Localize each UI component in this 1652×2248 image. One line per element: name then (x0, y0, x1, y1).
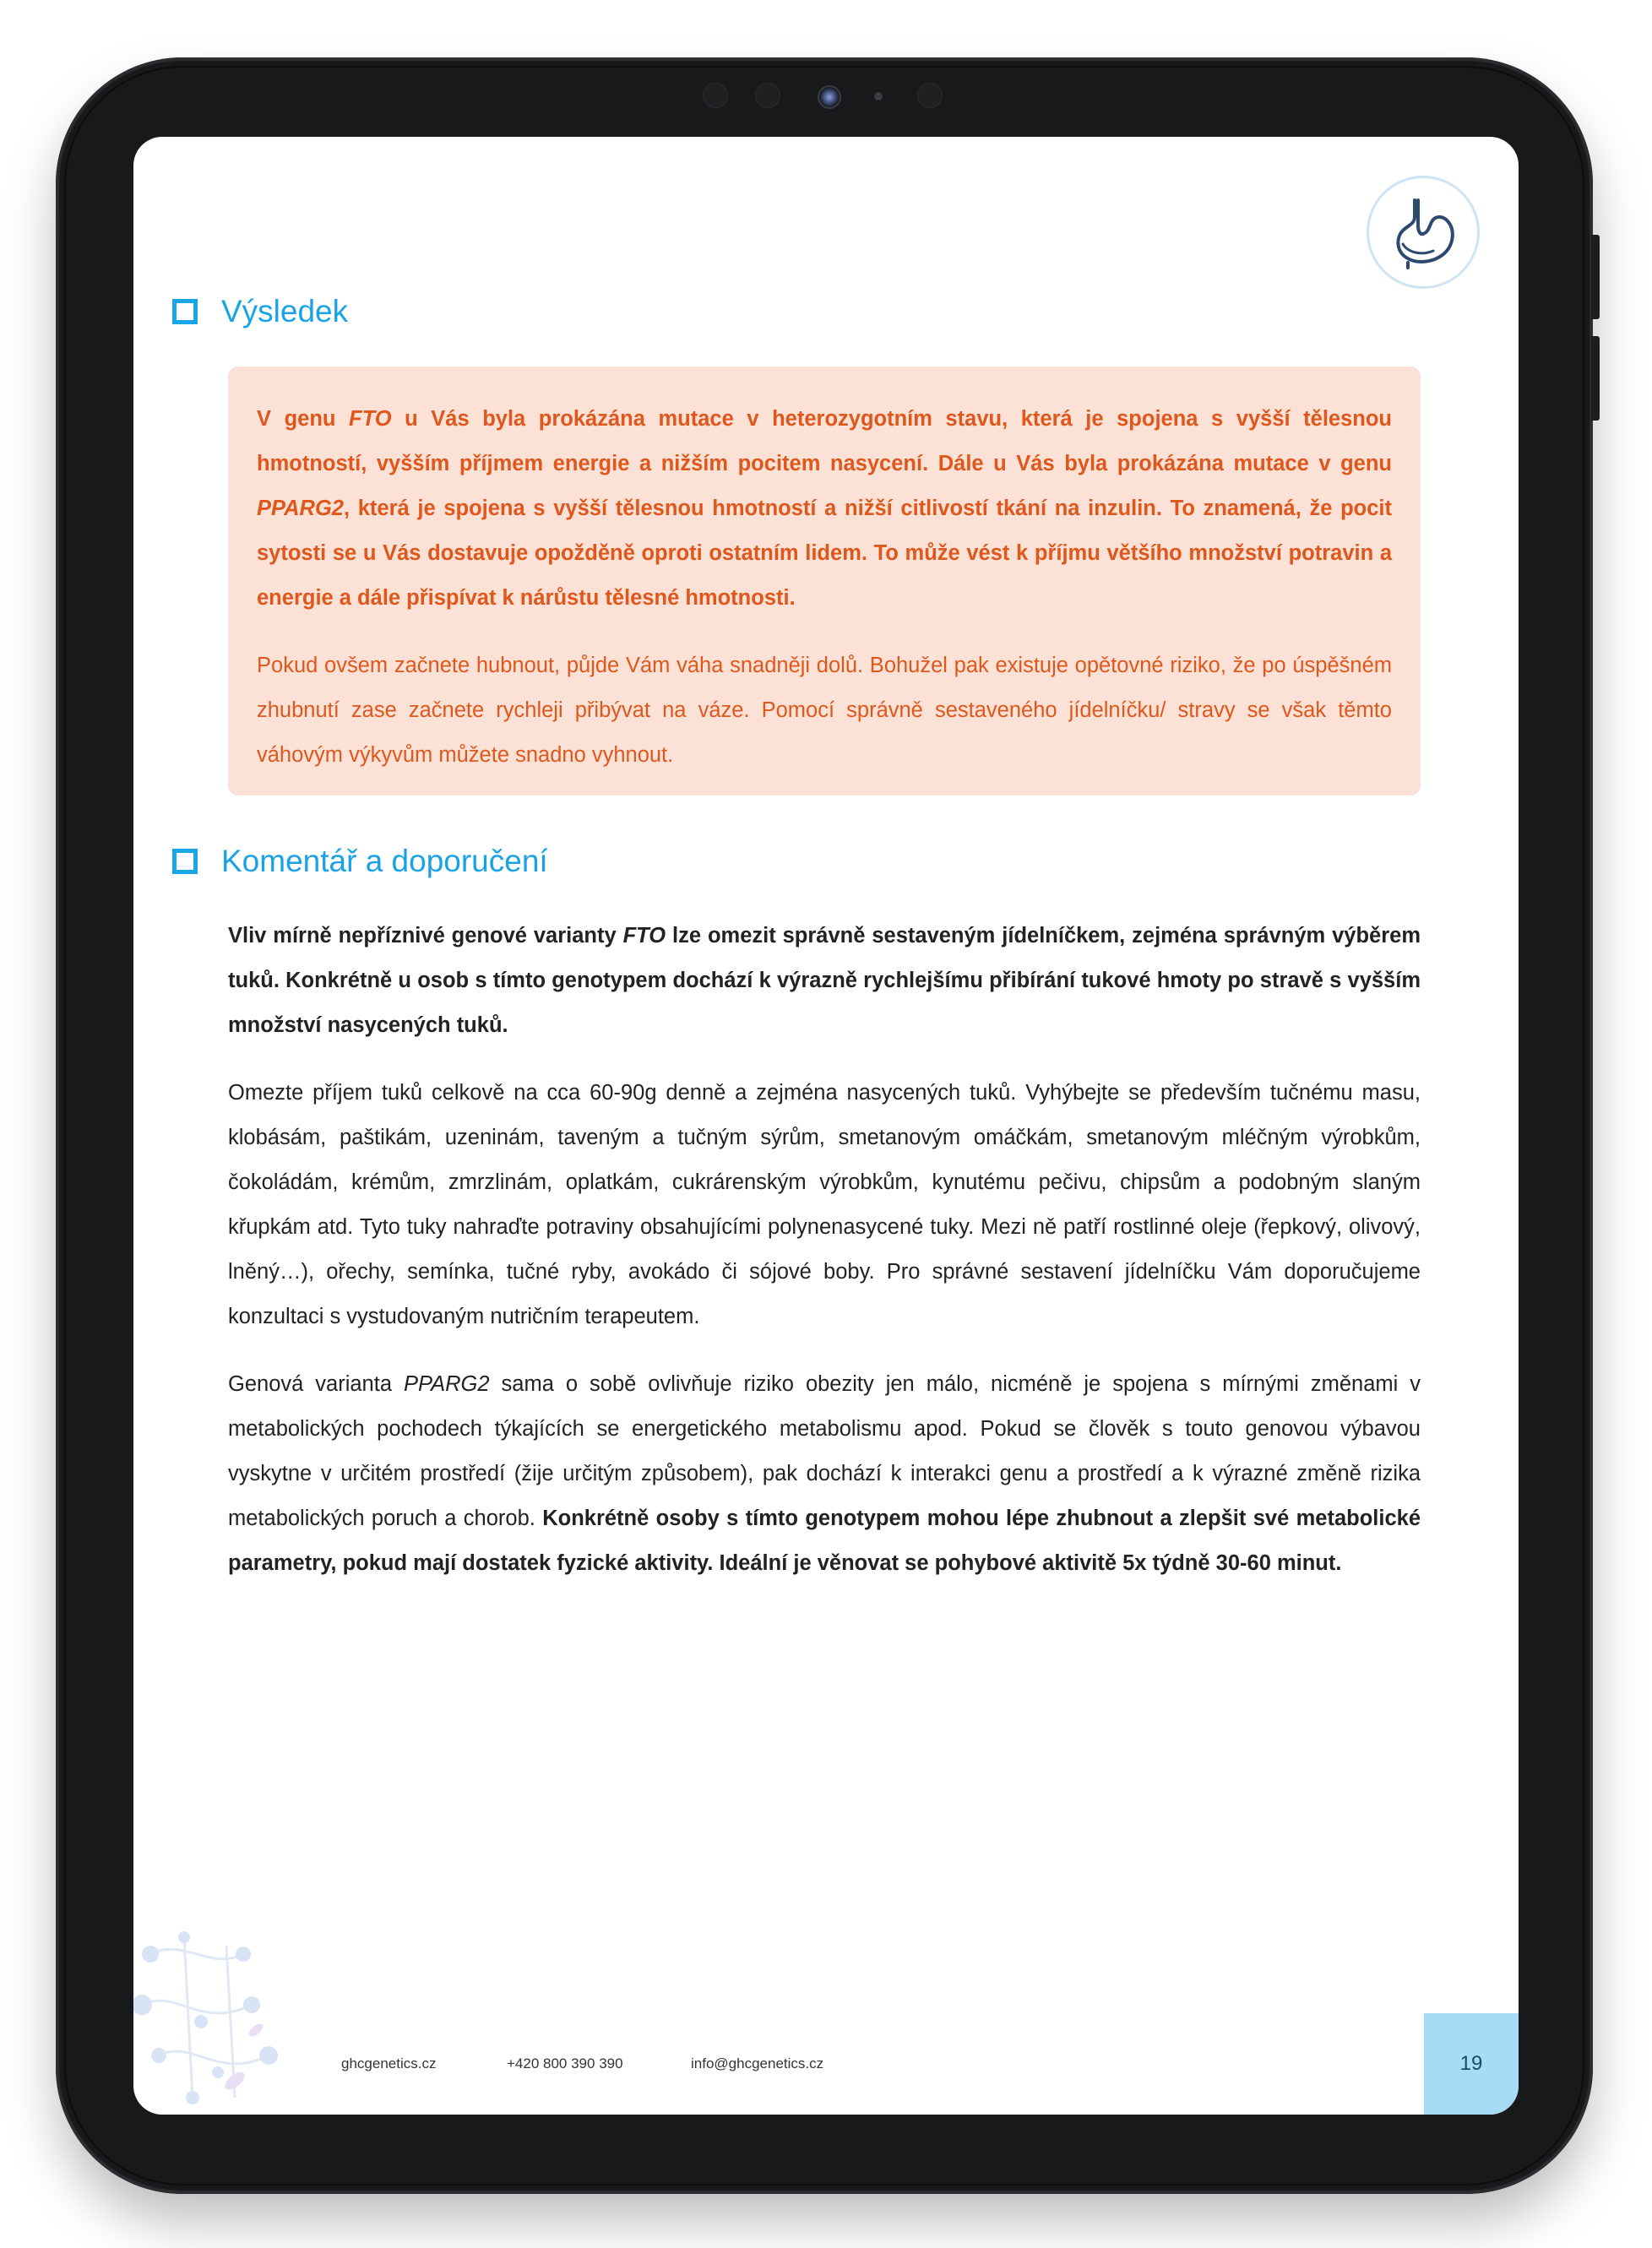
section-title-comment: Komentář a doporučení (221, 844, 548, 878)
gene-name-pparg2: PPARG2 (403, 1372, 490, 1396)
comment-body (228, 914, 1421, 1609)
comment-paragraph-3 (228, 1362, 1421, 1586)
footer-email: info@ghcgenetics.cz (691, 2055, 824, 2072)
text-span-bold: Konkrétně osoby s tímto genotypem mohou lépe zhubnout a zlepšit své metabolické parametry, pokud mají dostatek fyzické aktivity. Ideální je věnovat se pohybové aktivitě 5x týdně 30-60 minut. (228, 1507, 1421, 1575)
gene-name-pparg2: PPARG2 (257, 497, 344, 520)
comment-paragraph-1 (228, 914, 1421, 1048)
stomach-icon (1367, 176, 1480, 289)
text-span: Vliv mírně nepříznivé genové varianty (228, 924, 623, 948)
comment-paragraph-2: Omezte příjem tuků celkově na cca 60-90g denně a zejména nasycených tuků. Vyhýbejte se především tučnému masu, klobásám, paštikám, uzeninám, taveným a tučným sýrům, smetanovým omáčkám, smetanovým mléčným výrobkům, čokoládám, krémům, zmrzlinám, oplatkám, cukrárenským výrobkům, kynutému pečivu, chipsům a podobným slaným křupkám atd. Tyto tuky nahraďte potraviny obsahujícími polynenasycené tuky. Mezi ně patří rostlinné oleje (řepkový, olivový, lněný…), ořechy, semínka, tučné ryby, avokádo či sójové boby. Pro správné sestavení jídelníčku Vám doporučujeme konzultaci s vystudovaným nutričním terapeutem. (228, 1081, 1421, 1328)
sensor-dot (755, 83, 780, 108)
text-span: Genová varianta (228, 1372, 404, 1396)
volume-button (1591, 235, 1600, 319)
checkbox-square-icon (172, 849, 198, 874)
page-number: 19 (1424, 2013, 1519, 2115)
text-span: u Vás byla prokázána mutace v heterozygotním stavu, která je spojena s vyšší tělesnou hmotností, vyšším příjmem energie a nižším pocitem nasycení. Dále u Vás byla prokázána mutace v genu (257, 407, 1392, 475)
footer-website: ghcgenetics.cz (341, 2055, 437, 2072)
gene-name-fto: FTO (349, 407, 392, 431)
text-span: lze omezit správně sestaveným jídelníčkem, zejména správným výběrem tuků. Konkrétně u osob s tímto genotypem dochází k výrazně rychlejšímu přibírání tukové hmoty po stravě s vyšším množství nasycených tuků. (228, 924, 1421, 1037)
front-camera-icon (818, 85, 841, 109)
section-heading-result (172, 294, 348, 329)
document-page (133, 137, 1519, 2115)
result-highlight-box (228, 367, 1421, 795)
result-paragraph-1 (257, 397, 1392, 621)
section-heading-comment (172, 844, 548, 879)
sensor-dot (917, 83, 943, 108)
footer-phone: +420 800 390 390 (507, 2055, 623, 2072)
gene-name-fto: FTO (622, 924, 666, 948)
text-span: V genu (257, 407, 350, 431)
text-span: sama o sobě ovlivňuje riziko obezity jen málo, nicméně je spojena s mírnými změnami v metabolických pochodech týkajících se energetického metabolismu apod. Pokud se člověk s touto genovou výbavou vyskytne v určitém prostředí (žije určitým způsobem), pak dochází k interakci genu a prostředí a k výrazné změně rizika metabolických poruch a chorob. (228, 1372, 1421, 1530)
section-title-result: Výsledek (221, 294, 349, 329)
sensor-dot (874, 92, 883, 100)
result-paragraph-2: Pokud ovšem začnete hubnout, půjde Vám váha snadněji dolů. Bohužel pak existuje opětovné riziko, že po úspěšném zhubnutí zase začnete rychleji přibývat na váze. Pomocí správně sestaveného jídelníčku/ stravy se však těmto váhovým výkyvům můžete snadno vyhnout. (257, 654, 1392, 767)
checkbox-square-icon (172, 299, 198, 324)
power-button (1591, 336, 1600, 421)
page-footer (133, 2013, 1519, 2115)
sensor-dot (703, 83, 728, 108)
text-span: , která je spojena s vyšší tělesnou hmotností a nižší citlivostí tkání na inzulin. To znamená, že pocit sytosti se u Vás dostavuje opožděně oproti ostatním lidem. To může vést k příjmu většího množství potravin a energie a dále přispívat k nárůstu tělesné hmotnosti. (257, 497, 1392, 610)
camera-bar (655, 78, 993, 111)
